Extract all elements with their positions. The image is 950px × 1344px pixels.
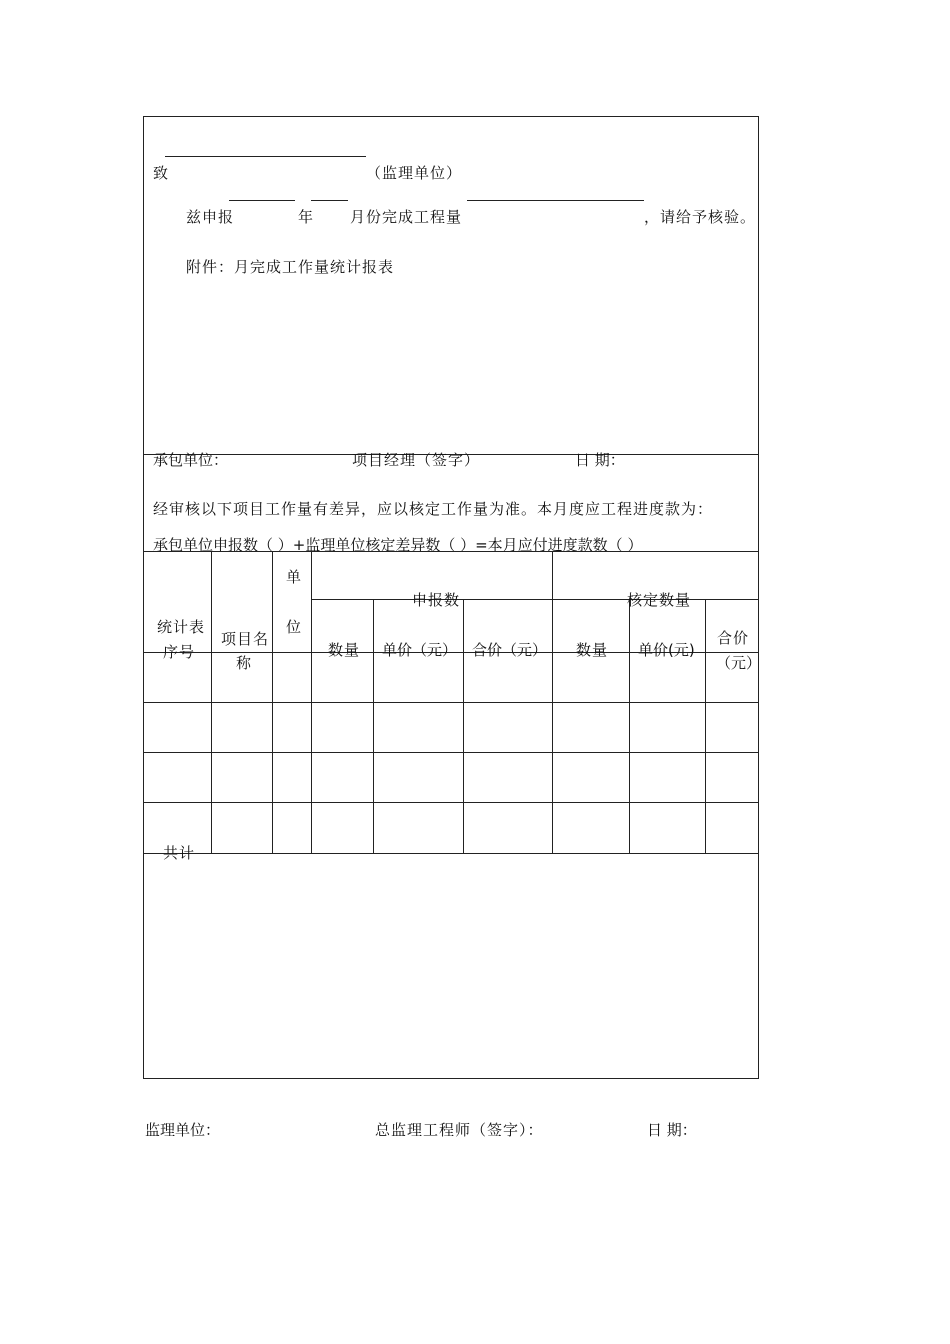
- col-seq-header-line2: 序号: [163, 643, 196, 661]
- declared-qty-header: 数量: [328, 641, 361, 659]
- verified-group-header: 核定数量: [627, 591, 692, 609]
- total-row-label: 共计: [163, 844, 196, 862]
- col-name-header-line1: 项目名: [221, 630, 270, 648]
- verified-total-header-line2: （元）: [716, 654, 762, 672]
- payment-formula: 承包单位申报数（ ）+监理单位核定差异数（ ）=本月应付进度款数（ ）: [153, 536, 643, 554]
- quantity-blank[interactable]: [467, 200, 644, 201]
- supervisor-unit-footer-label: 监理单位：: [145, 1121, 221, 1139]
- declared-total-header: 合价（元）: [472, 641, 548, 659]
- verified-qty-header: 数量: [576, 641, 609, 659]
- col-divider-verified-price: [705, 599, 706, 853]
- col-unit-header-line2: 位: [286, 618, 302, 636]
- col-divider-verified-qty: [629, 599, 630, 853]
- col-divider-group: [552, 551, 553, 853]
- review-statement: 经审核以下项目工作量有差异，应以核定工作量为准。本月度应工程进度款为：: [153, 500, 714, 518]
- chief-engineer-signature-label: 总监理工程师（签字）：: [375, 1121, 544, 1139]
- footer-date-label: 日 期：: [647, 1121, 697, 1139]
- col-divider-unit: [311, 551, 312, 853]
- table-row-divider-1: [143, 702, 758, 703]
- declared-group-header: 申报数: [412, 591, 461, 609]
- declare-label: 兹申报: [186, 208, 235, 226]
- contractor-unit-label: 承包单位：: [153, 451, 229, 469]
- project-manager-signature-label: 项目经理（签字）: [352, 451, 481, 469]
- col-divider-seq: [211, 551, 212, 853]
- col-divider-declared-qty: [373, 599, 374, 853]
- table-bottom-border: [143, 853, 758, 854]
- col-seq-header-line1: 统计表: [157, 618, 206, 636]
- to-label: 致: [153, 164, 169, 182]
- col-name-header-line2: 称: [236, 654, 252, 672]
- request-verification-text: ，请给予核验。: [644, 208, 757, 226]
- year-blank[interactable]: [311, 200, 348, 201]
- col-divider-declared-price: [463, 599, 464, 853]
- table-row-divider-3: [143, 802, 758, 803]
- table-row-divider-2: [143, 752, 758, 753]
- year-label: 年: [298, 208, 314, 226]
- col-divider-name: [272, 551, 273, 853]
- attachment-note: 附件：月完成工作量统计报表: [186, 258, 395, 276]
- declare-blank-1[interactable]: [229, 200, 295, 201]
- recipient-blank[interactable]: [165, 156, 366, 157]
- col-unit-header-line1: 单: [286, 568, 302, 586]
- verified-price-header: 单价(元): [638, 641, 695, 659]
- table-top-border: [143, 551, 758, 552]
- month-quantity-label: 月份完成工程量: [350, 208, 463, 226]
- supervisor-unit-label: （监理单位）: [366, 164, 463, 182]
- verified-total-header-line1: 合价: [717, 629, 750, 647]
- declared-price-header: 单价（元）: [382, 641, 458, 659]
- contractor-date-label: 日 期：: [575, 451, 625, 469]
